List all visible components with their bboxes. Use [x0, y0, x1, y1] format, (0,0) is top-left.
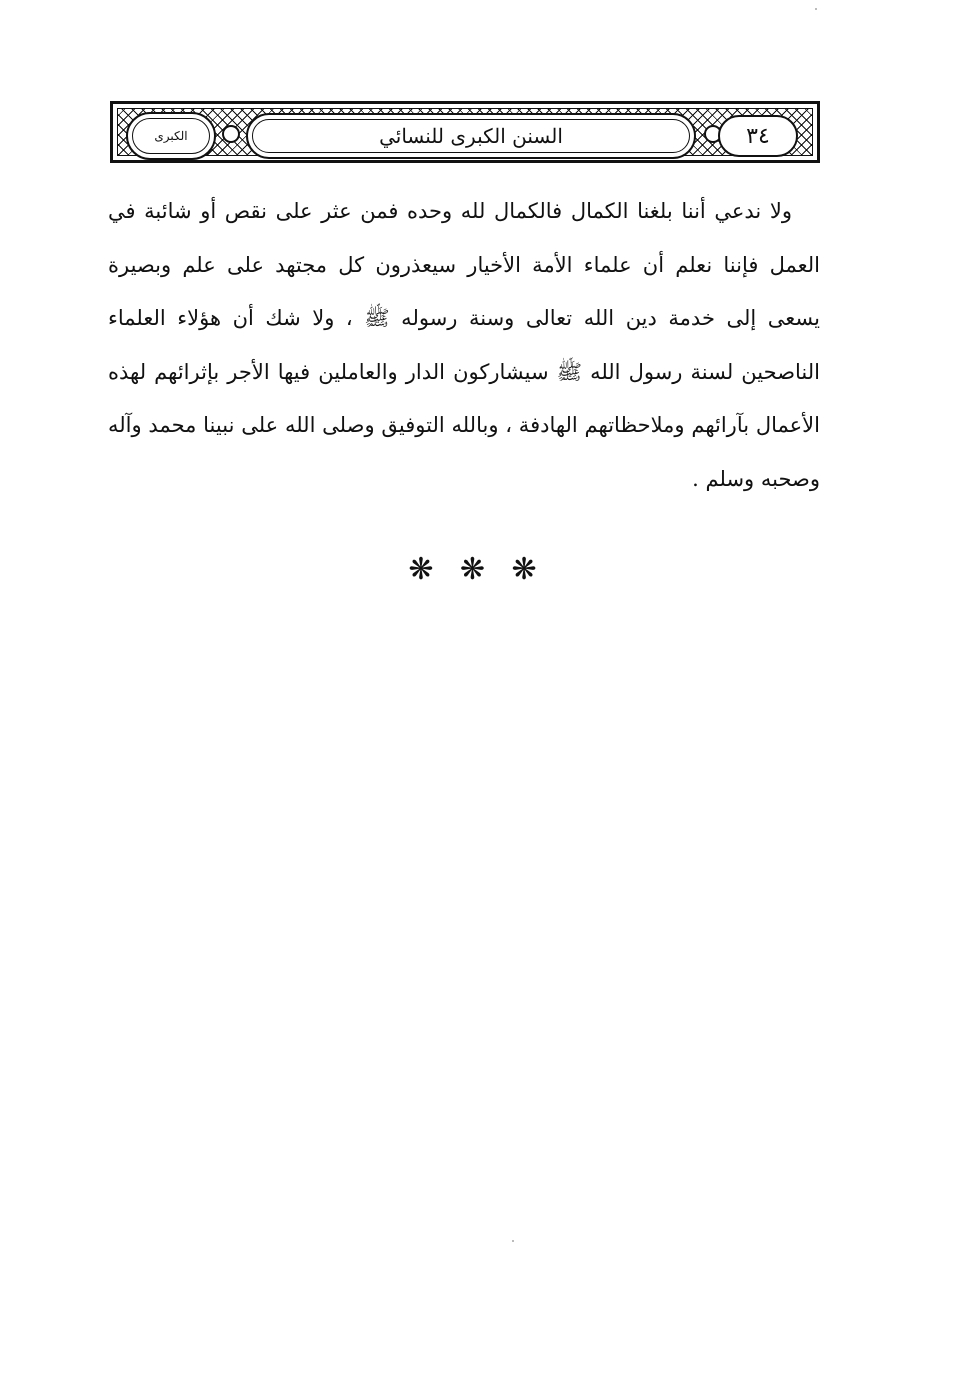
page-number-cartouche [718, 115, 798, 157]
paragraph: ولا ندعي أننا بلغنا الكمال فالكمال لله وحده فمن عثر على نقص أو شائبة في العمل فإننا نعلم أن علماء الأمة الأخيار سيعذرون كل مجتهد على علم وبصيرة يسعى إلى خدمة دين الله تعالى وسنة رسوله ﷺ ، ولا شك أن هؤلاء العلماء الناصحين لسنة رسول الله ﷺ سيشاركون الدار والعاملين فيها الأجر بإثرائهم لهذه الأعمال بآرائهم وملاحظاتهم الهادفة ، وبالله التوفيق وصلى الله على نبينا محمد وآله وصحبه وسلم . [108, 199, 820, 491]
book-logo [126, 112, 216, 160]
scan-speck [512, 1240, 514, 1242]
ornament-knot-icon [222, 125, 240, 143]
section-separator: ❋ ❋ ❋ [408, 552, 545, 587]
header-title-cartouche [246, 113, 696, 159]
book-title: السنن الكبرى للنسائي [379, 124, 563, 148]
header-ornament-border [117, 108, 813, 156]
page-header [110, 101, 820, 163]
page-number: ٣٤ [746, 123, 770, 149]
main-text [108, 185, 820, 506]
scan-speck [815, 8, 817, 10]
book-logo-text: الكبرى [154, 128, 188, 143]
